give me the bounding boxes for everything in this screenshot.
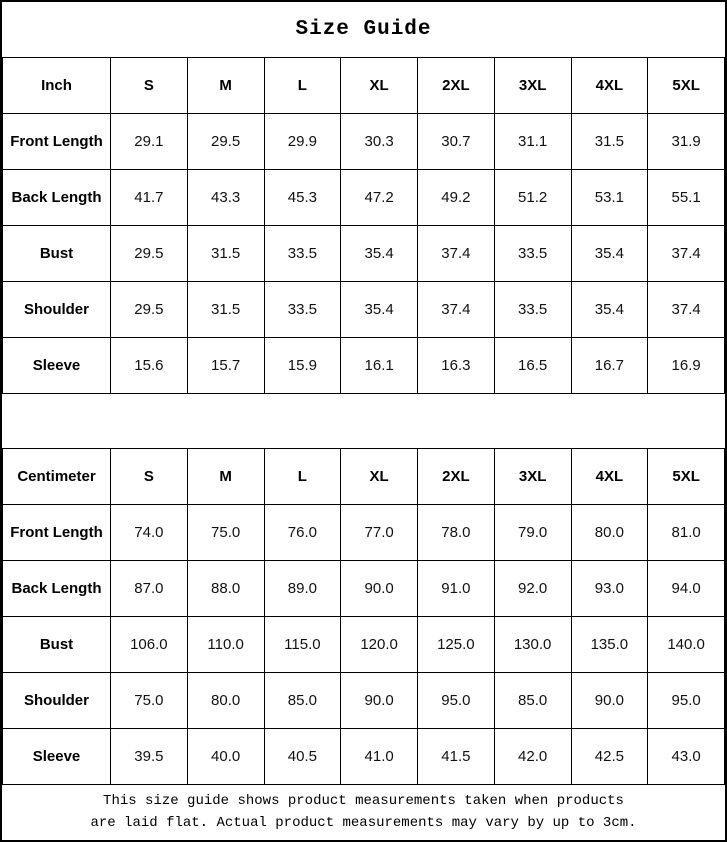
value-cell: 15.7 (187, 338, 264, 394)
value-cell: 76.0 (264, 505, 341, 561)
value-cell: 93.0 (571, 561, 648, 617)
row-label-cell: Front Length (3, 505, 111, 561)
centimeter-table-body (3, 449, 725, 785)
size-header-cell: M (187, 58, 264, 114)
row-label-cell: Back Length (3, 561, 111, 617)
value-cell: 35.4 (341, 282, 418, 338)
value-cell: 115.0 (264, 617, 341, 673)
value-cell: 55.1 (648, 170, 725, 226)
value-cell: 29.9 (264, 114, 341, 170)
value-cell: 79.0 (494, 505, 571, 561)
value-cell: 31.1 (494, 114, 571, 170)
value-cell: 31.5 (187, 226, 264, 282)
value-cell: 90.0 (571, 673, 648, 729)
value-cell: 37.4 (418, 226, 495, 282)
value-cell: 37.4 (648, 226, 725, 282)
size-header-cell: 3XL (494, 58, 571, 114)
value-cell: 130.0 (494, 617, 571, 673)
value-cell: 89.0 (264, 561, 341, 617)
page-title: Size Guide (295, 18, 432, 41)
value-cell: 88.0 (187, 561, 264, 617)
value-cell: 33.5 (264, 226, 341, 282)
measurement-row (3, 226, 725, 282)
size-header-cell: 5XL (648, 449, 725, 505)
value-cell: 30.3 (341, 114, 418, 170)
size-header-row (3, 58, 725, 114)
value-cell: 90.0 (341, 561, 418, 617)
value-cell: 43.0 (648, 729, 725, 785)
unit-header-cell: Inch (3, 58, 111, 114)
row-label-cell: Sleeve (3, 338, 111, 394)
value-cell: 35.4 (341, 226, 418, 282)
value-cell: 31.5 (187, 282, 264, 338)
value-cell: 95.0 (418, 673, 495, 729)
value-cell: 77.0 (341, 505, 418, 561)
value-cell: 41.5 (418, 729, 495, 785)
row-label-cell: Sleeve (3, 729, 111, 785)
value-cell: 42.5 (571, 729, 648, 785)
measurement-row (3, 561, 725, 617)
value-cell: 140.0 (648, 617, 725, 673)
measurement-row (3, 170, 725, 226)
measurement-row (3, 505, 725, 561)
value-cell: 15.9 (264, 338, 341, 394)
size-header-cell: XL (341, 58, 418, 114)
value-cell: 31.5 (571, 114, 648, 170)
value-cell: 120.0 (341, 617, 418, 673)
title-block (2, 2, 725, 57)
inch-table-body (3, 58, 725, 394)
value-cell: 41.0 (341, 729, 418, 785)
value-cell: 135.0 (571, 617, 648, 673)
value-cell: 40.0 (187, 729, 264, 785)
value-cell: 74.0 (111, 505, 188, 561)
value-cell: 91.0 (418, 561, 495, 617)
value-cell: 80.0 (187, 673, 264, 729)
measurement-row (3, 338, 725, 394)
value-cell: 30.7 (418, 114, 495, 170)
value-cell: 125.0 (418, 617, 495, 673)
footer-note-line2: are laid flat. Actual product measurements may vary by up to 3cm. (90, 814, 637, 831)
row-label-cell: Shoulder (3, 673, 111, 729)
value-cell: 16.1 (341, 338, 418, 394)
value-cell: 35.4 (571, 226, 648, 282)
value-cell: 29.5 (111, 282, 188, 338)
value-cell: 39.5 (111, 729, 188, 785)
value-cell: 81.0 (648, 505, 725, 561)
value-cell: 80.0 (571, 505, 648, 561)
footer-note-line1: This size guide shows product measurements taken when products (103, 792, 624, 809)
value-cell: 33.5 (494, 226, 571, 282)
value-cell: 33.5 (494, 282, 571, 338)
value-cell: 43.3 (187, 170, 264, 226)
value-cell: 95.0 (648, 673, 725, 729)
value-cell: 37.4 (418, 282, 495, 338)
value-cell: 37.4 (648, 282, 725, 338)
value-cell: 75.0 (187, 505, 264, 561)
value-cell: 16.5 (494, 338, 571, 394)
value-cell: 85.0 (494, 673, 571, 729)
centimeter-size-table (2, 448, 725, 785)
size-header-cell: 4XL (571, 449, 648, 505)
size-header-cell: 2XL (418, 449, 495, 505)
value-cell: 85.0 (264, 673, 341, 729)
value-cell: 90.0 (341, 673, 418, 729)
size-header-cell: L (264, 58, 341, 114)
value-cell: 87.0 (111, 561, 188, 617)
size-header-cell: XL (341, 449, 418, 505)
size-header-cell: S (111, 58, 188, 114)
row-label-cell: Back Length (3, 170, 111, 226)
inch-size-table (2, 57, 725, 394)
value-cell: 29.1 (111, 114, 188, 170)
size-header-row (3, 449, 725, 505)
measurement-row (3, 729, 725, 785)
measurement-row (3, 673, 725, 729)
value-cell: 94.0 (648, 561, 725, 617)
value-cell: 16.9 (648, 338, 725, 394)
value-cell: 31.9 (648, 114, 725, 170)
value-cell: 47.2 (341, 170, 418, 226)
size-header-cell: S (111, 449, 188, 505)
row-label-cell: Front Length (3, 114, 111, 170)
value-cell: 16.3 (418, 338, 495, 394)
value-cell: 40.5 (264, 729, 341, 785)
value-cell: 41.7 (111, 170, 188, 226)
row-label-cell: Bust (3, 617, 111, 673)
size-header-cell: 2XL (418, 58, 495, 114)
table-spacer (2, 394, 725, 448)
measurement-row (3, 617, 725, 673)
row-label-cell: Shoulder (3, 282, 111, 338)
value-cell: 75.0 (111, 673, 188, 729)
row-label-cell: Bust (3, 226, 111, 282)
value-cell: 110.0 (187, 617, 264, 673)
size-header-cell: 4XL (571, 58, 648, 114)
value-cell: 92.0 (494, 561, 571, 617)
value-cell: 51.2 (494, 170, 571, 226)
size-header-cell: 5XL (648, 58, 725, 114)
value-cell: 15.6 (111, 338, 188, 394)
value-cell: 16.7 (571, 338, 648, 394)
unit-header-cell: Centimeter (3, 449, 111, 505)
size-header-cell: M (187, 449, 264, 505)
value-cell: 106.0 (111, 617, 188, 673)
value-cell: 53.1 (571, 170, 648, 226)
value-cell: 49.2 (418, 170, 495, 226)
value-cell: 29.5 (187, 114, 264, 170)
value-cell: 29.5 (111, 226, 188, 282)
size-header-cell: 3XL (494, 449, 571, 505)
value-cell: 33.5 (264, 282, 341, 338)
value-cell: 35.4 (571, 282, 648, 338)
value-cell: 45.3 (264, 170, 341, 226)
measurement-row (3, 282, 725, 338)
measurement-row (3, 114, 725, 170)
footer-note (2, 785, 725, 840)
value-cell: 42.0 (494, 729, 571, 785)
value-cell: 78.0 (418, 505, 495, 561)
size-header-cell: L (264, 449, 341, 505)
